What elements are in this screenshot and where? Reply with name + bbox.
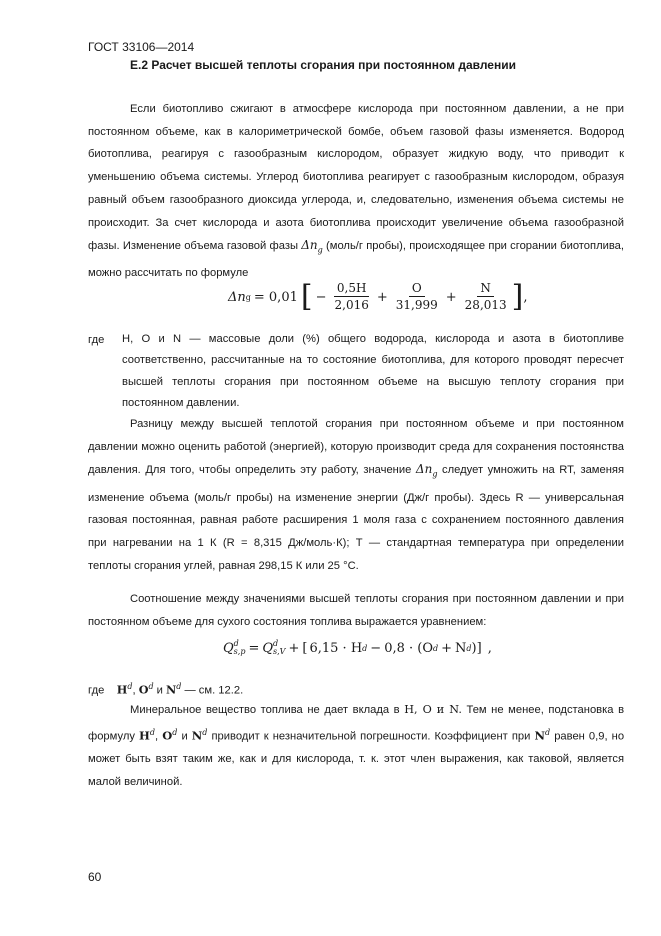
- where-definition-2: где $H^d$, $O^d$ и $N^d$ — см. 12.2.: [88, 682, 244, 697]
- fraction-oxygen: $\frac{O}{31,999}$: [395, 281, 438, 312]
- where-definition-1: H, O и N — массовые доли (%) общего водорода, кислорода и азота в биотопливе соответственно, рассчитанные на то состояние биотоплива, для которого проводят пересчет высшей теплоты сгорания при постоянном объеме на высшую теплоту сгорания при постоянном давлении.: [122, 333, 624, 409]
- paragraph-intro-text: Если биотопливо сжигают в атмосфере кислорода при постоянном давлении, а не при постоянном объеме, как в калориметрической бомбе, объем газовой фазы изменяется. Водород биотоплива, реагируя с газообразным кислородом, образует жидкую воду, что приводит к уменьшению объема системы. Углерод биотоплива реагирует с газообразным кислородом, образуя равный объем газообразного диоксида углерода, и, следовательно, изменения объема системы не происходит. За счет кислорода и азота биотоплива происходит увеличение объема газообразной фазы. Изменение объема газовой фазы: [88, 103, 624, 253]
- fraction-hydrogen: $\frac{0,5H}{2,016}$: [334, 281, 369, 312]
- paragraph-intro-tail: (моль/г пробы), происходящее при сгорании биотоплива, можно рассчитать по формуле: [88, 240, 625, 280]
- paragraph-relation: Соотношение между значениями высшей теплоты сгорания при постоянном давлении и при постоянном объеме для сухого состояния топлива выражается уравнением:: [88, 593, 624, 628]
- formula-q-relation: Q d s,p = Q d s,V + [ 6,15 · H d − 0,8 · ( O d + N d )] ,: [223, 639, 492, 656]
- paragraph-work: Разницу между высшей теплотой сгорания при постоянном объеме и при постоянном давлении можно оценить работой (энергией), которую производит среда для сохранения постоянства давления. Для того, чтобы определить эту работу, значение $\Delta n_g$ следует умножить на RT, заменяя изменение объема (моль/г пробы) на изменение энергии (Дж/г пробы). Здесь R — универсальная газовая постоянная, равная работе расширения 1 моля газа с сохранением постоянного давления при нагревании на 1 К (R = 8,315 Дж/моль·К); Т — стандартная температура при определении теплоты сгорания углей, равная 298,15 К или 25 °С.: [88, 418, 625, 572]
- formula-delta-n: Δn g = 0,01 [ − $\frac{0,5H}{2,016}$ + $\frac{O}{31,999}$ + $\frac{N}{28,013}$ ] ,: [228, 279, 528, 314]
- document-header: ГОСТ 33106—2014: [88, 40, 195, 54]
- page-number: 60: [88, 870, 102, 884]
- where-label-1: где: [88, 334, 105, 346]
- delta-n-symbol: $\Delta n_g$: [301, 238, 323, 255]
- section-title: Е.2 Расчет высшей теплоты сгорания при постоянном давлении: [130, 58, 516, 72]
- paragraph-intro: [88, 98, 624, 285]
- paragraph-mineral: Минеральное вещество топлива не дает вклада в H, O и N. Тем не менее, подстановка в формулу $H^d$, $O^d$ и $N^d$ приводит к незначительной погрешности. Коэффициент при $N^d$ равен 0,9, но может быть взят таким же, как и для кислорода, т. к. этот член выражения, как таковой, является малой величиной.: [88, 703, 625, 788]
- fraction-nitrogen: $\frac{N}{28,013}$: [464, 281, 507, 312]
